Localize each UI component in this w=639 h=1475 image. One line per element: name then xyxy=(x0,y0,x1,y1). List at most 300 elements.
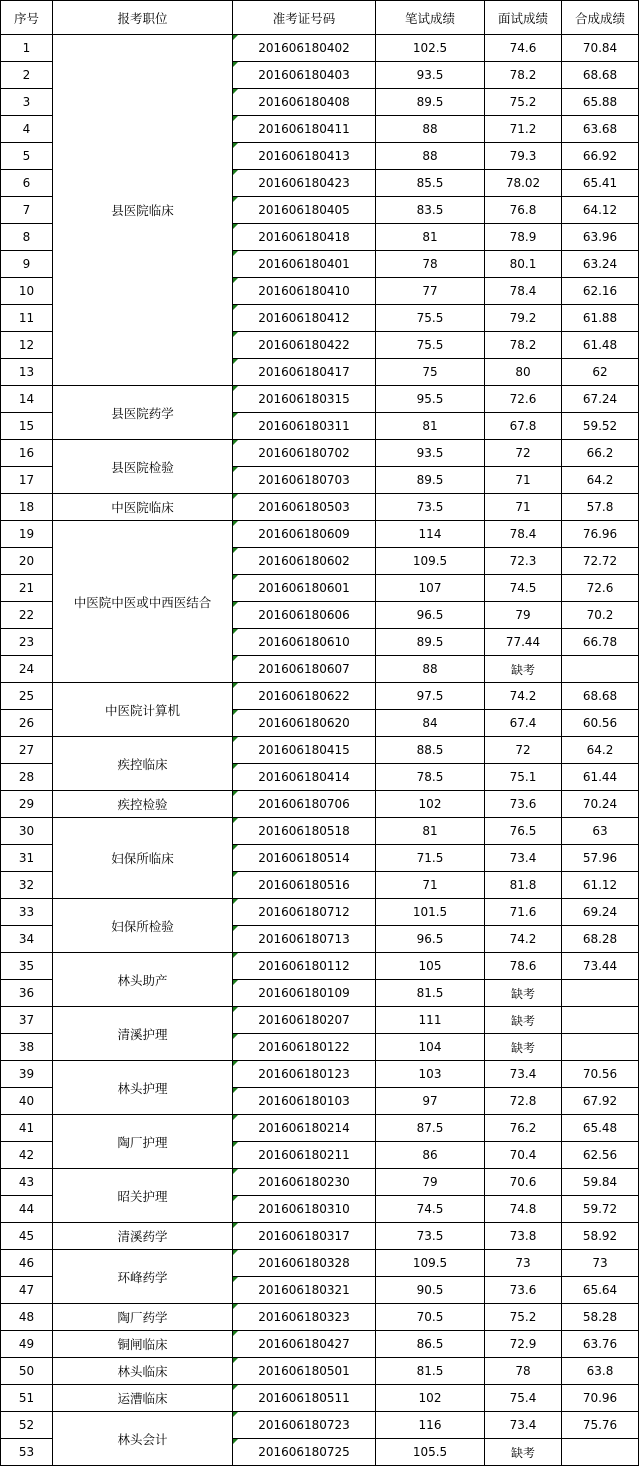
exam-id-cell: 201606180609 xyxy=(233,521,376,548)
table-row xyxy=(1,521,639,548)
exam-id-cell: 201606180413 xyxy=(233,143,376,170)
exam-id-cell: 201606180412 xyxy=(233,305,376,332)
interview-score-cell: 72 xyxy=(485,737,562,764)
total-score-cell: 59.84 xyxy=(562,1169,639,1196)
seq-cell: 25 xyxy=(1,683,53,710)
exam-id-cell: 201606180414 xyxy=(233,764,376,791)
total-score-cell xyxy=(562,1439,639,1466)
exam-id-cell: 201606180415 xyxy=(233,737,376,764)
total-score-cell: 62.56 xyxy=(562,1142,639,1169)
written-score-cell: 104 xyxy=(376,1034,485,1061)
interview-score-cell: 80.1 xyxy=(485,251,562,278)
seq-cell: 1 xyxy=(1,35,53,62)
interview-score-cell: 73.8 xyxy=(485,1223,562,1250)
seq-cell: 3 xyxy=(1,89,53,116)
written-score-cell: 89.5 xyxy=(376,89,485,116)
seq-cell: 47 xyxy=(1,1277,53,1304)
position-cell: 昭关护理 xyxy=(53,1169,233,1223)
total-score-cell: 68.28 xyxy=(562,926,639,953)
seq-cell: 24 xyxy=(1,656,53,683)
seq-cell: 13 xyxy=(1,359,53,386)
total-score-cell: 70.24 xyxy=(562,791,639,818)
total-score-cell: 61.48 xyxy=(562,332,639,359)
seq-cell: 53 xyxy=(1,1439,53,1466)
seq-cell: 35 xyxy=(1,953,53,980)
seq-cell: 8 xyxy=(1,224,53,251)
total-score-cell xyxy=(562,980,639,1007)
seq-cell: 39 xyxy=(1,1061,53,1088)
written-score-cell: 83.5 xyxy=(376,197,485,224)
seq-cell: 23 xyxy=(1,629,53,656)
position-cell: 县医院临床 xyxy=(53,35,233,386)
interview-score-cell: 67.8 xyxy=(485,413,562,440)
exam-id-cell: 201606180403 xyxy=(233,62,376,89)
total-score-cell: 65.41 xyxy=(562,170,639,197)
interview-score-cell: 71.2 xyxy=(485,116,562,143)
seq-cell: 7 xyxy=(1,197,53,224)
interview-score-cell: 71 xyxy=(485,494,562,521)
total-score-cell: 64.12 xyxy=(562,197,639,224)
seq-cell: 18 xyxy=(1,494,53,521)
interview-score-cell: 缺考 xyxy=(485,656,562,683)
exam-id-cell: 201606180411 xyxy=(233,116,376,143)
interview-score-cell: 75.2 xyxy=(485,1304,562,1331)
table-body xyxy=(1,35,639,1466)
interview-score-cell: 缺考 xyxy=(485,1034,562,1061)
exam-id-cell: 201606180321 xyxy=(233,1277,376,1304)
table-row xyxy=(1,1169,639,1196)
written-score-cell: 102 xyxy=(376,1385,485,1412)
interview-score-cell: 76.2 xyxy=(485,1115,562,1142)
seq-cell: 14 xyxy=(1,386,53,413)
written-score-cell: 70.5 xyxy=(376,1304,485,1331)
interview-score-cell: 76.5 xyxy=(485,818,562,845)
total-score-cell: 57.96 xyxy=(562,845,639,872)
written-score-cell: 102 xyxy=(376,791,485,818)
exam-id-cell: 201606180622 xyxy=(233,683,376,710)
exam-id-cell: 201606180606 xyxy=(233,602,376,629)
total-score-cell: 67.24 xyxy=(562,386,639,413)
table-row xyxy=(1,1061,639,1088)
exam-id-cell: 201606180402 xyxy=(233,35,376,62)
table-row xyxy=(1,953,639,980)
interview-score-cell: 缺考 xyxy=(485,1439,562,1466)
table-row xyxy=(1,683,639,710)
interview-score-cell: 70.4 xyxy=(485,1142,562,1169)
exam-id-cell: 201606180703 xyxy=(233,467,376,494)
position-cell: 中医院中医或中西医结合 xyxy=(53,521,233,683)
interview-score-cell: 71 xyxy=(485,467,562,494)
total-score-cell: 75.76 xyxy=(562,1412,639,1439)
written-score-cell: 74.5 xyxy=(376,1196,485,1223)
table-row xyxy=(1,791,639,818)
exam-id-cell: 201606180112 xyxy=(233,953,376,980)
seq-cell: 10 xyxy=(1,278,53,305)
interview-score-cell: 75.4 xyxy=(485,1385,562,1412)
total-score-cell: 65.88 xyxy=(562,89,639,116)
table-row xyxy=(1,494,639,521)
exam-id-cell: 201606180514 xyxy=(233,845,376,872)
total-score-cell: 61.88 xyxy=(562,305,639,332)
written-score-cell: 75.5 xyxy=(376,305,485,332)
table-row xyxy=(1,737,639,764)
total-score-cell: 59.52 xyxy=(562,413,639,440)
seq-cell: 44 xyxy=(1,1196,53,1223)
seq-cell: 42 xyxy=(1,1142,53,1169)
total-score-cell: 76.96 xyxy=(562,521,639,548)
exam-id-cell: 201606180311 xyxy=(233,413,376,440)
exam-id-cell: 201606180723 xyxy=(233,1412,376,1439)
position-cell: 中医院计算机 xyxy=(53,683,233,737)
exam-id-cell: 201606180518 xyxy=(233,818,376,845)
table-row xyxy=(1,440,639,467)
interview-score-cell: 67.4 xyxy=(485,710,562,737)
exam-id-cell: 201606180418 xyxy=(233,224,376,251)
seq-cell: 40 xyxy=(1,1088,53,1115)
seq-cell: 16 xyxy=(1,440,53,467)
seq-cell: 22 xyxy=(1,602,53,629)
table-row xyxy=(1,35,639,62)
exam-id-cell: 201606180123 xyxy=(233,1061,376,1088)
interview-score-cell: 73.6 xyxy=(485,1277,562,1304)
table-row xyxy=(1,1223,639,1250)
total-score-cell: 64.2 xyxy=(562,467,639,494)
table-row xyxy=(1,1250,639,1277)
exam-id-cell: 201606180211 xyxy=(233,1142,376,1169)
written-score-cell: 97.5 xyxy=(376,683,485,710)
interview-score-cell: 78.6 xyxy=(485,953,562,980)
exam-id-cell: 201606180103 xyxy=(233,1088,376,1115)
written-score-cell: 89.5 xyxy=(376,629,485,656)
written-score-cell: 73.5 xyxy=(376,1223,485,1250)
seq-cell: 36 xyxy=(1,980,53,1007)
seq-cell: 11 xyxy=(1,305,53,332)
total-score-cell: 63.24 xyxy=(562,251,639,278)
position-cell: 陶厂护理 xyxy=(53,1115,233,1169)
position-cell: 县医院药学 xyxy=(53,386,233,440)
total-score-cell: 63.76 xyxy=(562,1331,639,1358)
interview-score-cell: 73 xyxy=(485,1250,562,1277)
interview-score-cell: 75.2 xyxy=(485,89,562,116)
seq-cell: 19 xyxy=(1,521,53,548)
position-cell: 铜闸临床 xyxy=(53,1331,233,1358)
position-cell: 疾控检验 xyxy=(53,791,233,818)
interview-score-cell: 78.9 xyxy=(485,224,562,251)
exam-id-cell: 201606180405 xyxy=(233,197,376,224)
exam-id-cell: 201606180422 xyxy=(233,332,376,359)
written-score-cell: 81 xyxy=(376,413,485,440)
written-score-cell: 89.5 xyxy=(376,467,485,494)
table-row xyxy=(1,1115,639,1142)
seq-cell: 38 xyxy=(1,1034,53,1061)
total-score-cell: 70.84 xyxy=(562,35,639,62)
total-score-cell: 61.12 xyxy=(562,872,639,899)
interview-score-cell: 72.8 xyxy=(485,1088,562,1115)
written-score-cell: 81 xyxy=(376,224,485,251)
position-cell: 林头助产 xyxy=(53,953,233,1007)
interview-score-cell: 80 xyxy=(485,359,562,386)
written-score-cell: 105 xyxy=(376,953,485,980)
seq-cell: 52 xyxy=(1,1412,53,1439)
total-score-cell: 63.96 xyxy=(562,224,639,251)
position-cell: 妇保所临床 xyxy=(53,818,233,899)
seq-cell: 9 xyxy=(1,251,53,278)
seq-cell: 4 xyxy=(1,116,53,143)
exam-id-cell: 201606180328 xyxy=(233,1250,376,1277)
exam-id-cell: 201606180501 xyxy=(233,1358,376,1385)
seq-cell: 30 xyxy=(1,818,53,845)
written-score-cell: 96.5 xyxy=(376,926,485,953)
exam-id-cell: 201606180109 xyxy=(233,980,376,1007)
written-score-cell: 102.5 xyxy=(376,35,485,62)
written-score-cell: 78.5 xyxy=(376,764,485,791)
total-score-cell: 69.24 xyxy=(562,899,639,926)
position-cell: 妇保所检验 xyxy=(53,899,233,953)
seq-cell: 5 xyxy=(1,143,53,170)
header-total-score: 合成成绩 xyxy=(562,1,639,35)
written-score-cell: 73.5 xyxy=(376,494,485,521)
interview-score-cell: 77.44 xyxy=(485,629,562,656)
total-score-cell xyxy=(562,1007,639,1034)
written-score-cell: 109.5 xyxy=(376,548,485,575)
interview-score-cell: 78.2 xyxy=(485,332,562,359)
interview-score-cell: 缺考 xyxy=(485,1007,562,1034)
exam-id-cell: 201606180230 xyxy=(233,1169,376,1196)
written-score-cell: 88 xyxy=(376,656,485,683)
exam-id-cell: 201606180620 xyxy=(233,710,376,737)
seq-cell: 26 xyxy=(1,710,53,737)
total-score-cell: 63 xyxy=(562,818,639,845)
exam-id-cell: 201606180503 xyxy=(233,494,376,521)
interview-score-cell: 79 xyxy=(485,602,562,629)
header-interview-score: 面试成绩 xyxy=(485,1,562,35)
written-score-cell: 86 xyxy=(376,1142,485,1169)
written-score-cell: 77 xyxy=(376,278,485,305)
written-score-cell: 103 xyxy=(376,1061,485,1088)
total-score-cell: 62.16 xyxy=(562,278,639,305)
written-score-cell: 93.5 xyxy=(376,62,485,89)
seq-cell: 31 xyxy=(1,845,53,872)
exam-id-cell: 201606180310 xyxy=(233,1196,376,1223)
header-written-score: 笔试成绩 xyxy=(376,1,485,35)
total-score-cell: 63.8 xyxy=(562,1358,639,1385)
written-score-cell: 111 xyxy=(376,1007,485,1034)
interview-score-cell: 76.8 xyxy=(485,197,562,224)
interview-score-cell: 74.5 xyxy=(485,575,562,602)
interview-score-cell: 72.3 xyxy=(485,548,562,575)
interview-score-cell: 75.1 xyxy=(485,764,562,791)
written-score-cell: 101.5 xyxy=(376,899,485,926)
table-row xyxy=(1,1007,639,1034)
interview-score-cell: 73.4 xyxy=(485,1061,562,1088)
position-cell: 中医院临床 xyxy=(53,494,233,521)
seq-cell: 33 xyxy=(1,899,53,926)
total-score-cell: 70.96 xyxy=(562,1385,639,1412)
written-score-cell: 88 xyxy=(376,116,485,143)
seq-cell: 32 xyxy=(1,872,53,899)
seq-cell: 17 xyxy=(1,467,53,494)
table-row xyxy=(1,1385,639,1412)
interview-score-cell: 74.6 xyxy=(485,35,562,62)
seq-cell: 2 xyxy=(1,62,53,89)
written-score-cell: 96.5 xyxy=(376,602,485,629)
position-cell: 疾控临床 xyxy=(53,737,233,791)
interview-score-cell: 72.9 xyxy=(485,1331,562,1358)
total-score-cell: 72.6 xyxy=(562,575,639,602)
written-score-cell: 78 xyxy=(376,251,485,278)
interview-score-cell: 74.2 xyxy=(485,683,562,710)
seq-cell: 48 xyxy=(1,1304,53,1331)
interview-score-cell: 73.4 xyxy=(485,1412,562,1439)
seq-cell: 21 xyxy=(1,575,53,602)
exam-id-cell: 201606180315 xyxy=(233,386,376,413)
written-score-cell: 116 xyxy=(376,1412,485,1439)
position-cell: 林头临床 xyxy=(53,1358,233,1385)
written-score-cell: 75 xyxy=(376,359,485,386)
position-cell: 县医院检验 xyxy=(53,440,233,494)
exam-id-cell: 201606180423 xyxy=(233,170,376,197)
total-score-cell: 73.44 xyxy=(562,953,639,980)
seq-cell: 51 xyxy=(1,1385,53,1412)
written-score-cell: 88 xyxy=(376,143,485,170)
total-score-cell xyxy=(562,1034,639,1061)
seq-cell: 37 xyxy=(1,1007,53,1034)
total-score-cell: 68.68 xyxy=(562,683,639,710)
header-row xyxy=(1,1,639,35)
exam-id-cell: 201606180511 xyxy=(233,1385,376,1412)
seq-cell: 27 xyxy=(1,737,53,764)
table-row xyxy=(1,1412,639,1439)
seq-cell: 46 xyxy=(1,1250,53,1277)
exam-id-cell: 201606180706 xyxy=(233,791,376,818)
seq-cell: 12 xyxy=(1,332,53,359)
total-score-cell: 68.68 xyxy=(562,62,639,89)
total-score-cell: 65.48 xyxy=(562,1115,639,1142)
written-score-cell: 95.5 xyxy=(376,386,485,413)
interview-score-cell: 72 xyxy=(485,440,562,467)
interview-score-cell: 72.6 xyxy=(485,386,562,413)
written-score-cell: 79 xyxy=(376,1169,485,1196)
position-cell: 环峰药学 xyxy=(53,1250,233,1304)
total-score-cell: 73 xyxy=(562,1250,639,1277)
total-score-cell xyxy=(562,656,639,683)
seq-cell: 6 xyxy=(1,170,53,197)
total-score-cell: 61.44 xyxy=(562,764,639,791)
table-row xyxy=(1,1304,639,1331)
interview-score-cell: 71.6 xyxy=(485,899,562,926)
table-row xyxy=(1,1331,639,1358)
interview-score-cell: 78.4 xyxy=(485,521,562,548)
exam-id-cell: 201606180323 xyxy=(233,1304,376,1331)
total-score-cell: 66.78 xyxy=(562,629,639,656)
exam-id-cell: 201606180610 xyxy=(233,629,376,656)
written-score-cell: 109.5 xyxy=(376,1250,485,1277)
interview-score-cell: 78.4 xyxy=(485,278,562,305)
exam-id-cell: 201606180214 xyxy=(233,1115,376,1142)
interview-score-cell: 79.3 xyxy=(485,143,562,170)
written-score-cell: 71.5 xyxy=(376,845,485,872)
header-position: 报考职位 xyxy=(53,1,233,35)
interview-score-cell: 缺考 xyxy=(485,980,562,1007)
exam-id-cell: 201606180410 xyxy=(233,278,376,305)
written-score-cell: 81.5 xyxy=(376,1358,485,1385)
interview-score-cell: 78.2 xyxy=(485,62,562,89)
header-seq: 序号 xyxy=(1,1,53,35)
written-score-cell: 81 xyxy=(376,818,485,845)
written-score-cell: 93.5 xyxy=(376,440,485,467)
total-score-cell: 58.28 xyxy=(562,1304,639,1331)
header-exam-id: 准考证号码 xyxy=(233,1,376,35)
written-score-cell: 84 xyxy=(376,710,485,737)
interview-score-cell: 74.8 xyxy=(485,1196,562,1223)
exam-id-cell: 201606180725 xyxy=(233,1439,376,1466)
seq-cell: 45 xyxy=(1,1223,53,1250)
seq-cell: 43 xyxy=(1,1169,53,1196)
total-score-cell: 72.72 xyxy=(562,548,639,575)
seq-cell: 34 xyxy=(1,926,53,953)
exam-id-cell: 201606180702 xyxy=(233,440,376,467)
written-score-cell: 105.5 xyxy=(376,1439,485,1466)
written-score-cell: 90.5 xyxy=(376,1277,485,1304)
written-score-cell: 71 xyxy=(376,872,485,899)
table-row xyxy=(1,818,639,845)
seq-cell: 15 xyxy=(1,413,53,440)
written-score-cell: 97 xyxy=(376,1088,485,1115)
total-score-cell: 58.92 xyxy=(562,1223,639,1250)
interview-score-cell: 78 xyxy=(485,1358,562,1385)
table-row xyxy=(1,899,639,926)
table-row xyxy=(1,1358,639,1385)
written-score-cell: 88.5 xyxy=(376,737,485,764)
written-score-cell: 85.5 xyxy=(376,170,485,197)
exam-id-cell: 201606180317 xyxy=(233,1223,376,1250)
interview-score-cell: 73.4 xyxy=(485,845,562,872)
exam-id-cell: 201606180712 xyxy=(233,899,376,926)
total-score-cell: 65.64 xyxy=(562,1277,639,1304)
total-score-cell: 63.68 xyxy=(562,116,639,143)
exam-id-cell: 201606180602 xyxy=(233,548,376,575)
position-cell: 运漕临床 xyxy=(53,1385,233,1412)
written-score-cell: 107 xyxy=(376,575,485,602)
exam-id-cell: 201606180417 xyxy=(233,359,376,386)
position-cell: 清溪护理 xyxy=(53,1007,233,1061)
written-score-cell: 75.5 xyxy=(376,332,485,359)
total-score-cell: 70.2 xyxy=(562,602,639,629)
exam-id-cell: 201606180601 xyxy=(233,575,376,602)
interview-score-cell: 74.2 xyxy=(485,926,562,953)
total-score-cell: 59.72 xyxy=(562,1196,639,1223)
seq-cell: 49 xyxy=(1,1331,53,1358)
position-cell: 林头会计 xyxy=(53,1412,233,1466)
interview-score-cell: 81.8 xyxy=(485,872,562,899)
total-score-cell: 66.92 xyxy=(562,143,639,170)
exam-id-cell: 201606180713 xyxy=(233,926,376,953)
seq-cell: 50 xyxy=(1,1358,53,1385)
exam-id-cell: 201606180516 xyxy=(233,872,376,899)
written-score-cell: 81.5 xyxy=(376,980,485,1007)
seq-cell: 28 xyxy=(1,764,53,791)
interview-score-cell: 73.6 xyxy=(485,791,562,818)
written-score-cell: 86.5 xyxy=(376,1331,485,1358)
total-score-cell: 66.2 xyxy=(562,440,639,467)
total-score-cell: 67.92 xyxy=(562,1088,639,1115)
position-cell: 清溪药学 xyxy=(53,1223,233,1250)
exam-id-cell: 201606180607 xyxy=(233,656,376,683)
exam-id-cell: 201606180427 xyxy=(233,1331,376,1358)
seq-cell: 20 xyxy=(1,548,53,575)
total-score-cell: 57.8 xyxy=(562,494,639,521)
exam-id-cell: 201606180207 xyxy=(233,1007,376,1034)
